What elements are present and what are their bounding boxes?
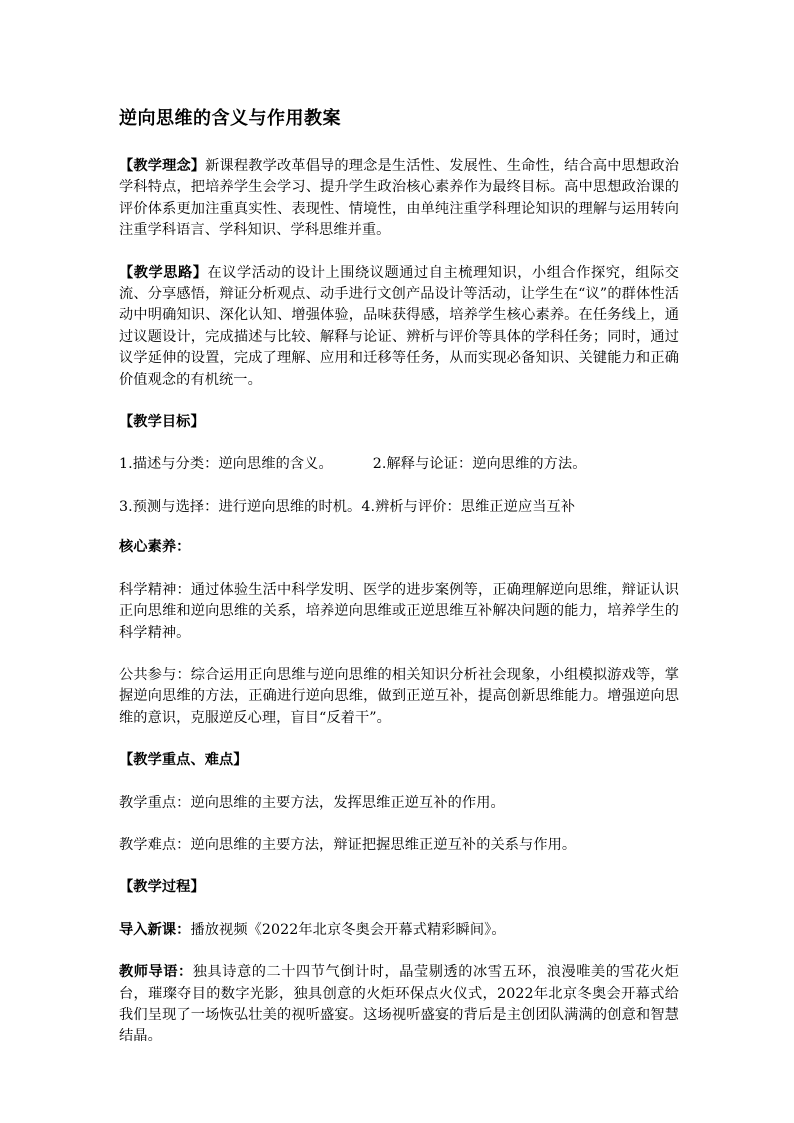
teaching-philosophy-paragraph [119, 156, 679, 242]
goal-item-4: 4.辨析与评价：思维正逆应当互补 [361, 498, 576, 515]
difficult-point-paragraph: 教学难点：逆向思维的主要方法，辩证把握思维正逆互补的关系与作用。 [119, 836, 577, 853]
goals-row-1 [119, 454, 679, 475]
goal-item-2: 2.解释与论证：逆向思维的方法。 [372, 456, 587, 473]
key-points-heading: 【教学重点、难点】 [119, 752, 248, 769]
teaching-approach-label: 【教学思路】 [119, 264, 208, 281]
core-science-paragraph: 科学精神：通过体验生活中科学发明、医学的进步案例等，正确理解逆向思维，辩证认识正向思维和逆向思维的关系，培养逆向思维或正逆思维互补解决问题的能力，培养学生的科学精神。 [119, 581, 679, 641]
teaching-approach-paragraph [119, 263, 679, 391]
teacher-guide-paragraph [119, 962, 679, 1048]
teaching-process-heading: 【教学过程】 [119, 879, 205, 896]
teaching-approach-text: 在议学活动的设计上围绕议题通过自主梳理知识，小组合作探究，组际交流、分享感悟，辩证分析观点、动手进行文创产品设计等活动，让学生在“议”的群体性活动中明确知识、深化认知、增强体验，品味获得感，培养学生核心素养。在任务线上，通过议题设计，完成描述与比较、解释与论证、辨析与评价等具体的学科任务；同时，通过议学延伸的设置，完成了理解、应用和迁移等任务，从而实现必备知识、关键能力和正确价值观念的有机统一。 [119, 264, 679, 388]
teaching-goals-heading: 【教学目标】 [119, 414, 205, 431]
teaching-philosophy-label: 【教学理念】 [119, 158, 206, 174]
intro-text: 播放视频《2022年北京冬奥会开幕式精彩瞬间》。 [190, 921, 506, 938]
document-title: 逆向思维的含义与作用教案 [119, 108, 341, 129]
goals-row-2 [119, 497, 679, 518]
core-public-paragraph: 公共参与：综合运用正向思维与逆向思维的相关知识分析社会现象，小组模拟游戏等，掌握逆向思维的方法，正确进行逆向思维，做到正逆互补，提高创新思维能力。增强逆向思维的意识，克服逆反心理，盲目“反着干”。 [119, 666, 679, 726]
goal-item-3: 3.预测与选择：进行逆向思维的时机。 [119, 498, 362, 515]
key-point-paragraph: 教学重点：逆向思维的主要方法，发挥思维正逆互补的作用。 [119, 794, 505, 811]
intro-label: 导入新课： [119, 921, 191, 938]
teacher-guide-text: 独具诗意的二十四节气倒计时，晶莹剔透的冰雪五环，浪漫唯美的雪花火炬台，璀璨夺目的数字光影，独具创意的火炬环保点火仪式，2022年北京冬奥会开幕式给我们呈现了一场恢弘壮美的视听盛宴。这场视听盛宴的背后是主创团队满满的创意和智慧结晶。 [119, 964, 679, 1045]
document-page [119, 108, 679, 1048]
goal-item-1: 1.描述与分类：逆向思维的含义。 [119, 456, 333, 473]
intro-paragraph [119, 920, 679, 941]
core-literacy-heading: 核心素养： [119, 539, 191, 556]
teaching-philosophy-text: 新课程教学改革倡导的理念是生活性、发展性、生命性，结合高中思想政治学科特点，把培养学生会学习、提升学生政治核心素养作为最终目标。高中思想政治课的评价体系更加注重真实性、表现性、情境性，由单纯注重学科理论知识的理解与运用转向注重学科语言、学科知识、学科思维并重。 [119, 158, 679, 239]
teacher-guide-label: 教师导语： [119, 964, 193, 981]
